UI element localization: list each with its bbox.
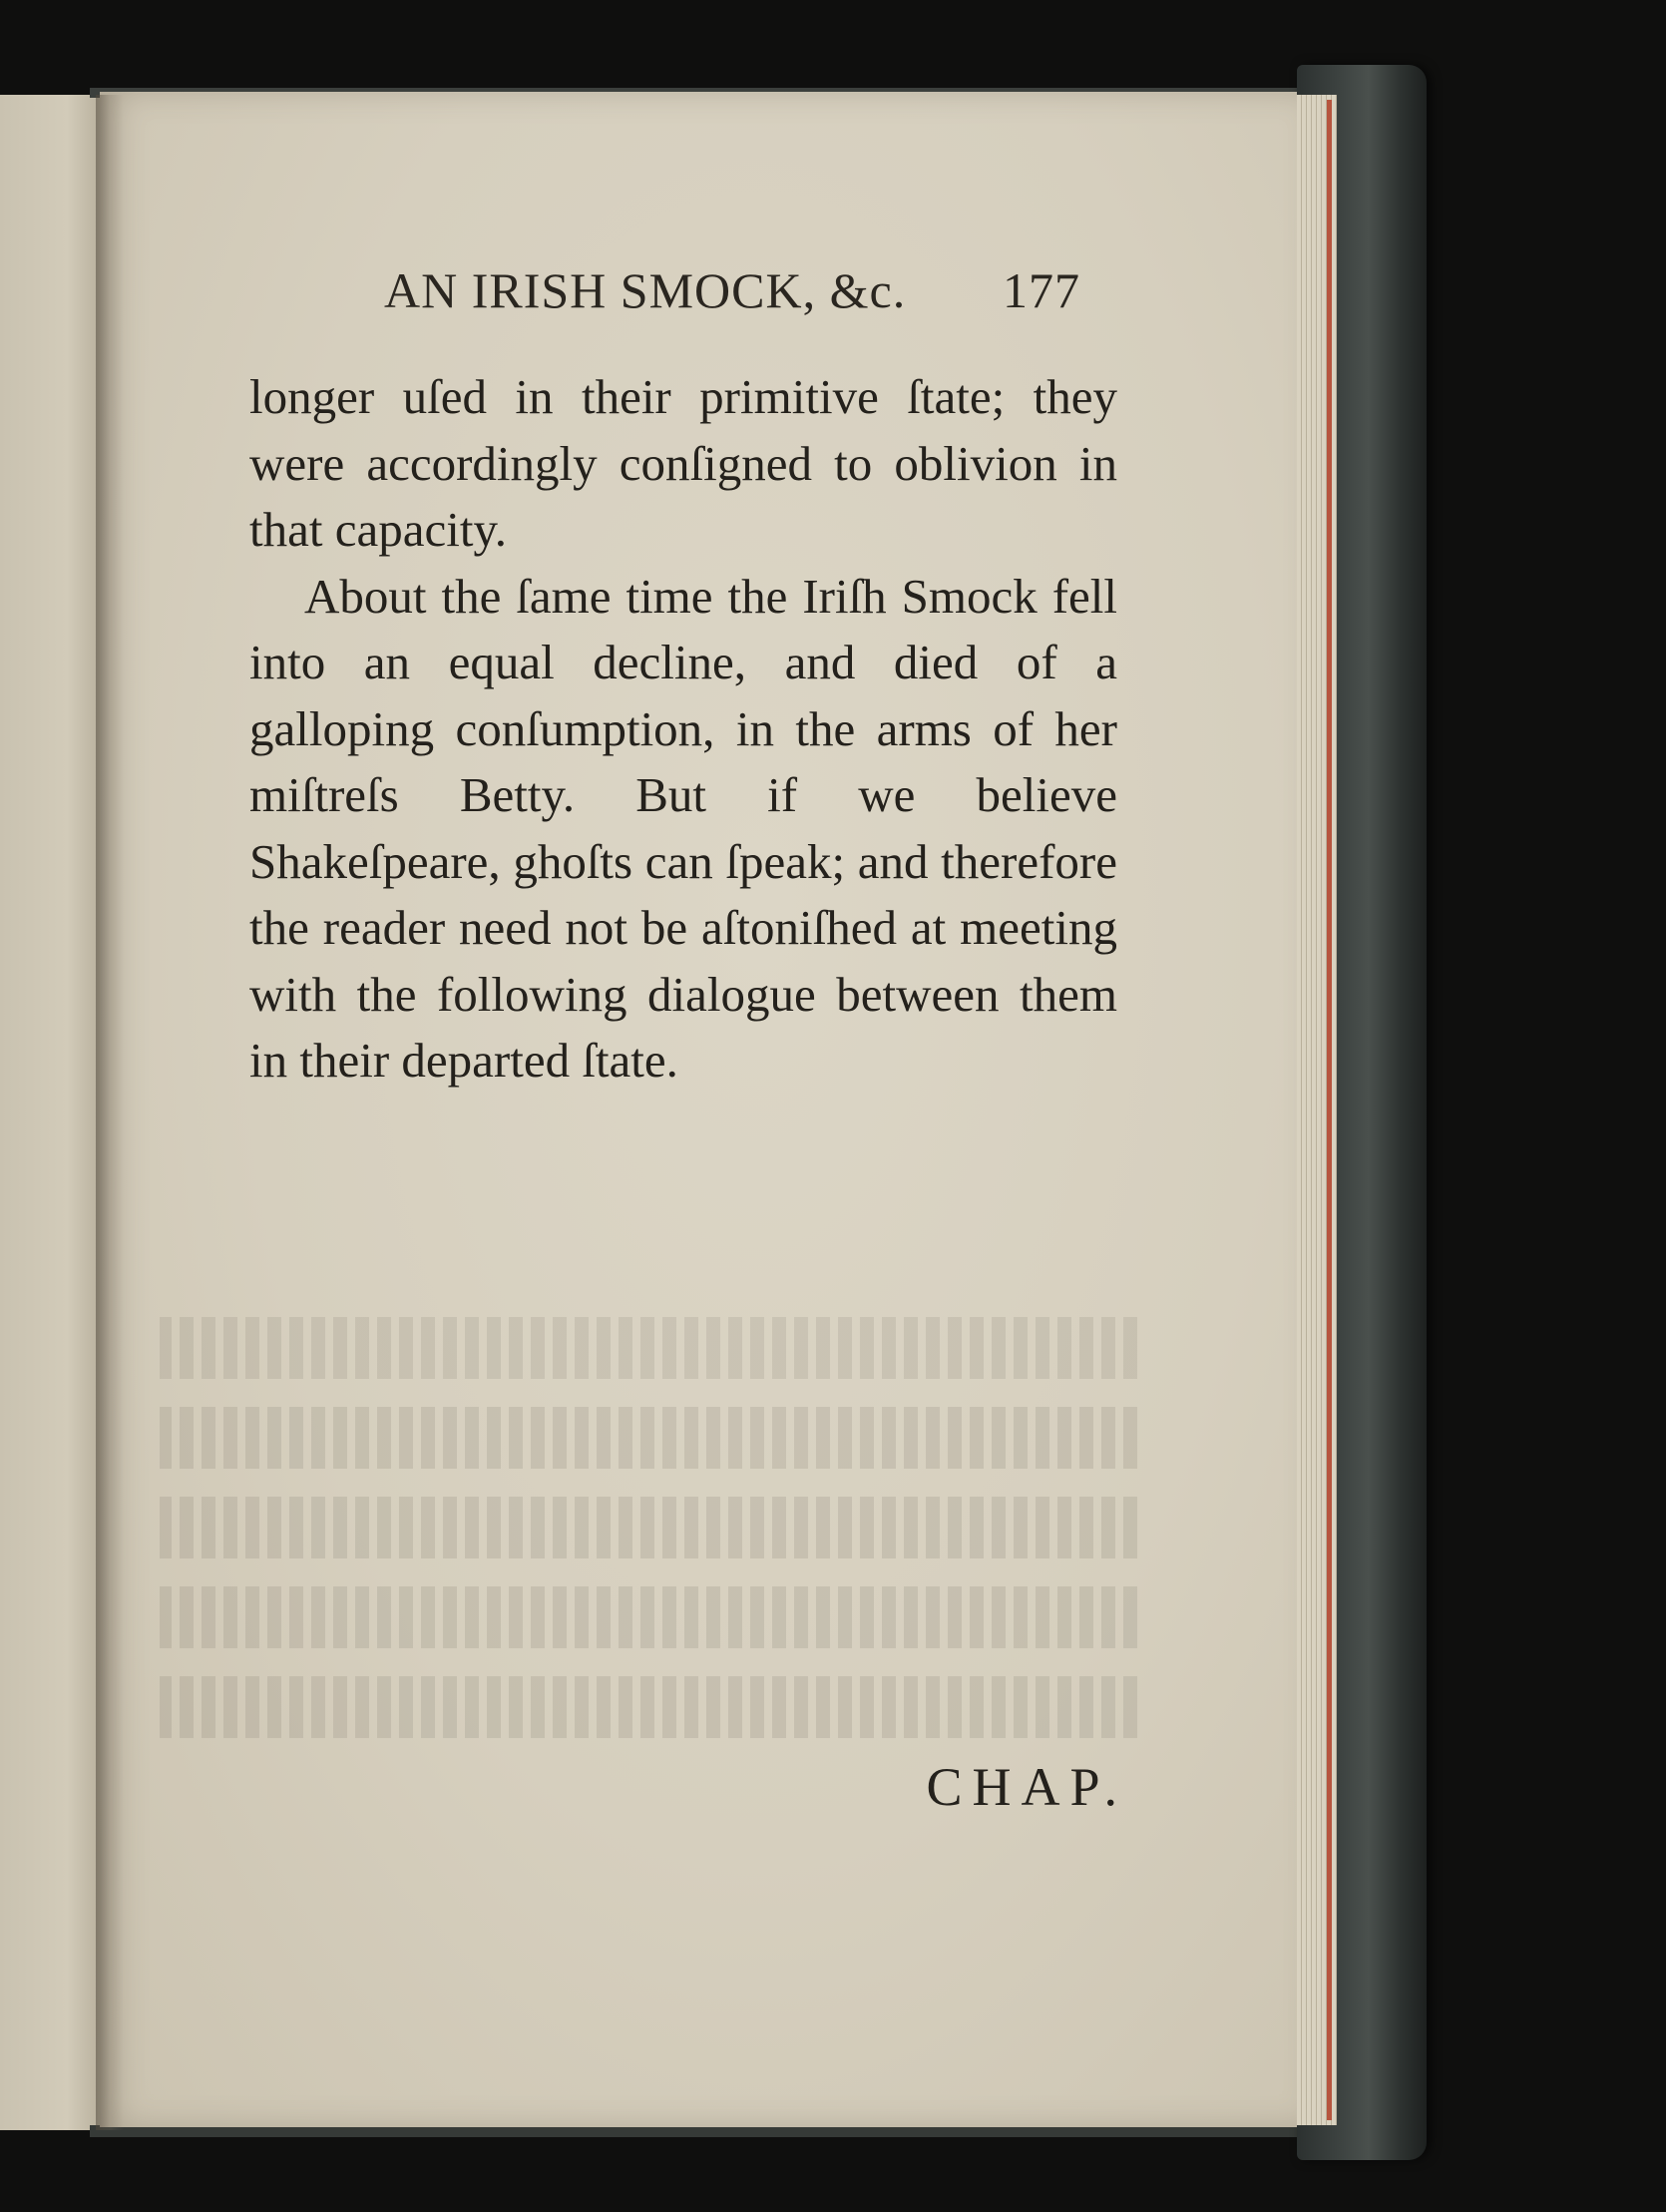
catchword: CHAP. — [926, 1757, 1127, 1817]
page-number: 177 — [1003, 262, 1080, 318]
gutter-shadow — [96, 95, 124, 2130]
body-text — [249, 364, 1117, 1095]
paragraph: longer uſed in their primitive ſtate; they were accordingly conſigned to oblivion in that capacity. — [249, 369, 1117, 557]
paragraph: About the ſame time the Iriſh Smock fell into an equal decline, and died of a galloping conſumption, in the arms of her miſtreſs Betty. But if we believe Shakeſpeare, ghoſts can ſpeak; and therefore the reader need not be aſtoniſhed at meeting with the following dialogue between them in their departed ſtate. — [249, 568, 1117, 1088]
red-page-edge — [1327, 100, 1332, 2120]
running-head-title: AN IRISH SMOCK, &c. — [384, 262, 907, 318]
running-head — [384, 261, 1082, 331]
